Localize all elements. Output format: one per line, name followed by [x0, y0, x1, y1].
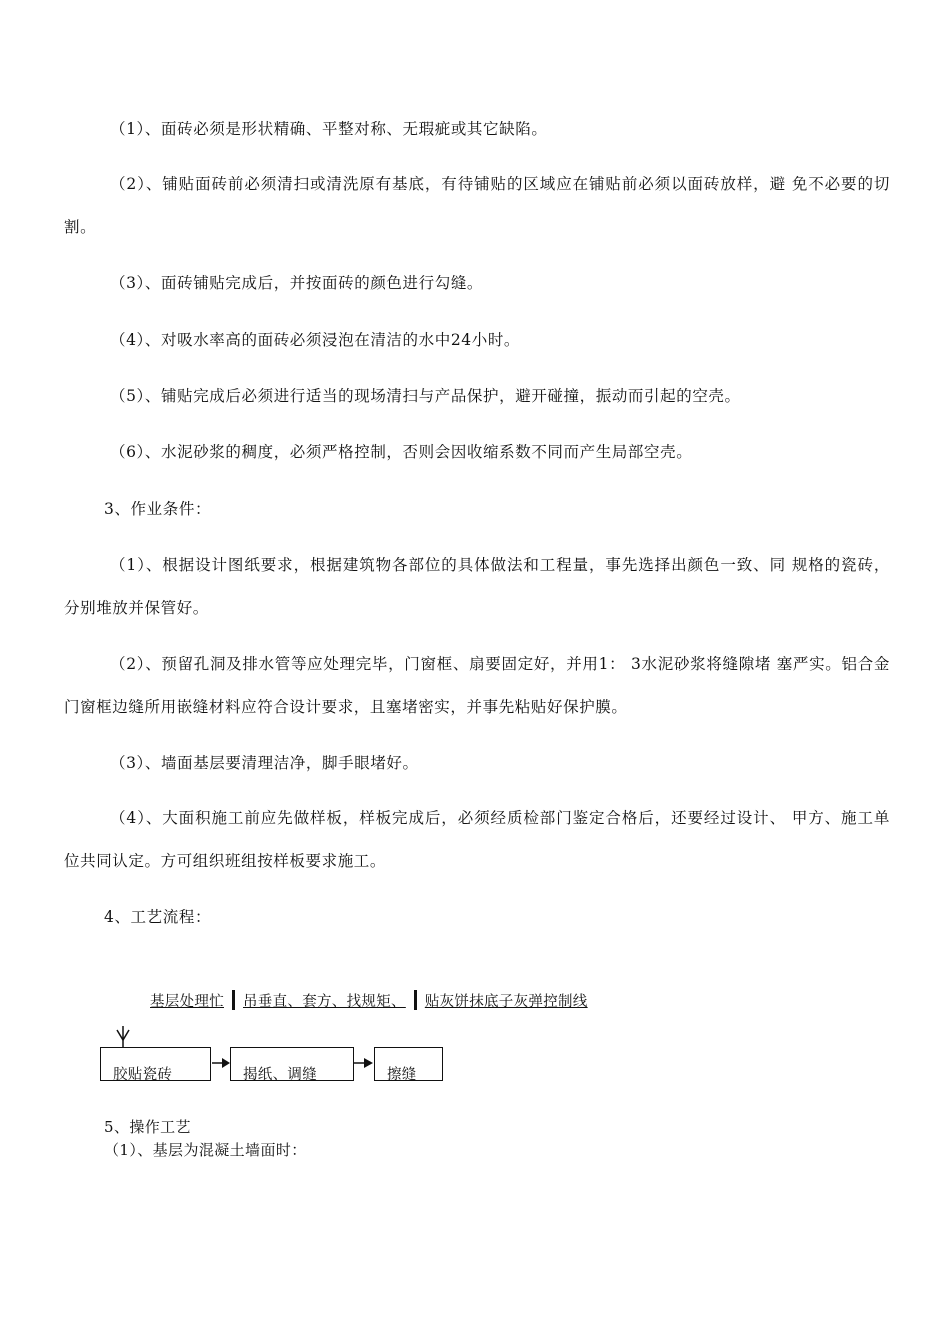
paragraph-item-3: （3）、面砖铺贴完成后，并按面砖的颜色进行勾缝。	[110, 274, 484, 292]
paragraph-item-1: （1）、面砖必须是形状精确、平整对称、无瑕疵或其它缺陷。	[110, 120, 548, 138]
condition-item-2: （2）、预留孔洞及排水管等应处理完毕，门窗框、扇要固定好，并用1： 3水泥砂浆将缝隙堵 塞严实。铝合金门窗框边缝所用嵌缝材料应符合设计要求，且塞堵密实，并事先粘贴好保护膜。	[64, 655, 890, 716]
flow-step-6: 擦缝	[387, 1067, 417, 1083]
right-arrow-1-head	[222, 1058, 230, 1068]
flow-box-wipe	[374, 1047, 443, 1081]
section-5-subheading: （1）、基层为混凝土墙面时：	[104, 1141, 307, 1159]
flow-box-tile	[100, 1047, 211, 1081]
condition-item-1: （1）、根据设计图纸要求，根据建筑物各部位的具体做法和工程量，事先选择出颜色一致、同 规格的瓷砖，分别堆放并保管好。	[64, 556, 890, 617]
paragraph-item-5: （5）、铺贴完成后必须进行适当的现场清扫与产品保护，避开碰撞，振动而引起的空壳。	[110, 387, 741, 405]
right-arrow-2-head	[364, 1058, 373, 1068]
flow-step-3: 贴灰饼抹底子灰弹控制线	[424, 994, 588, 1010]
section-4-heading: 4、工艺流程：	[104, 908, 212, 926]
section-3-heading: 3、作业条件：	[104, 500, 212, 518]
flow-step-5: 揭纸、调缝	[243, 1067, 317, 1083]
flow-step-4: 胶贴瓷砖	[113, 1067, 173, 1083]
flow-box-adjust	[230, 1047, 354, 1081]
condition-item-3: （3）、墙面基层要清理洁净，脚手眼堵好。	[110, 754, 419, 772]
paragraph-item-4: （4）、对吸水率高的面砖必须浸泡在清洁的水中24小时。	[110, 331, 521, 349]
paragraph-item-6: （6）、水泥砂浆的稠度，必须严格控制，否则会因收缩系数不同而产生局部空壳。	[110, 443, 693, 461]
paragraph-item-2: （2）、铺贴面砖前必须清扫或清洗原有基底，有待铺贴的区域应在铺贴前必须以面砖放样，避 免不必要的切割。	[64, 175, 890, 236]
section-5-heading: 5、操作工艺	[104, 1118, 191, 1136]
flow-step-2: 吊垂直、套方、找规矩、	[243, 994, 406, 1010]
flow-step-1: 基层处理忙	[150, 994, 224, 1010]
condition-item-4: （4）、大面积施工前应先做样板，样板完成后，必须经质检部门鉴定合格后，还要经过设计、 甲方、施工单位共同认定。方可组织班组按样板要求施工。	[64, 809, 890, 870]
